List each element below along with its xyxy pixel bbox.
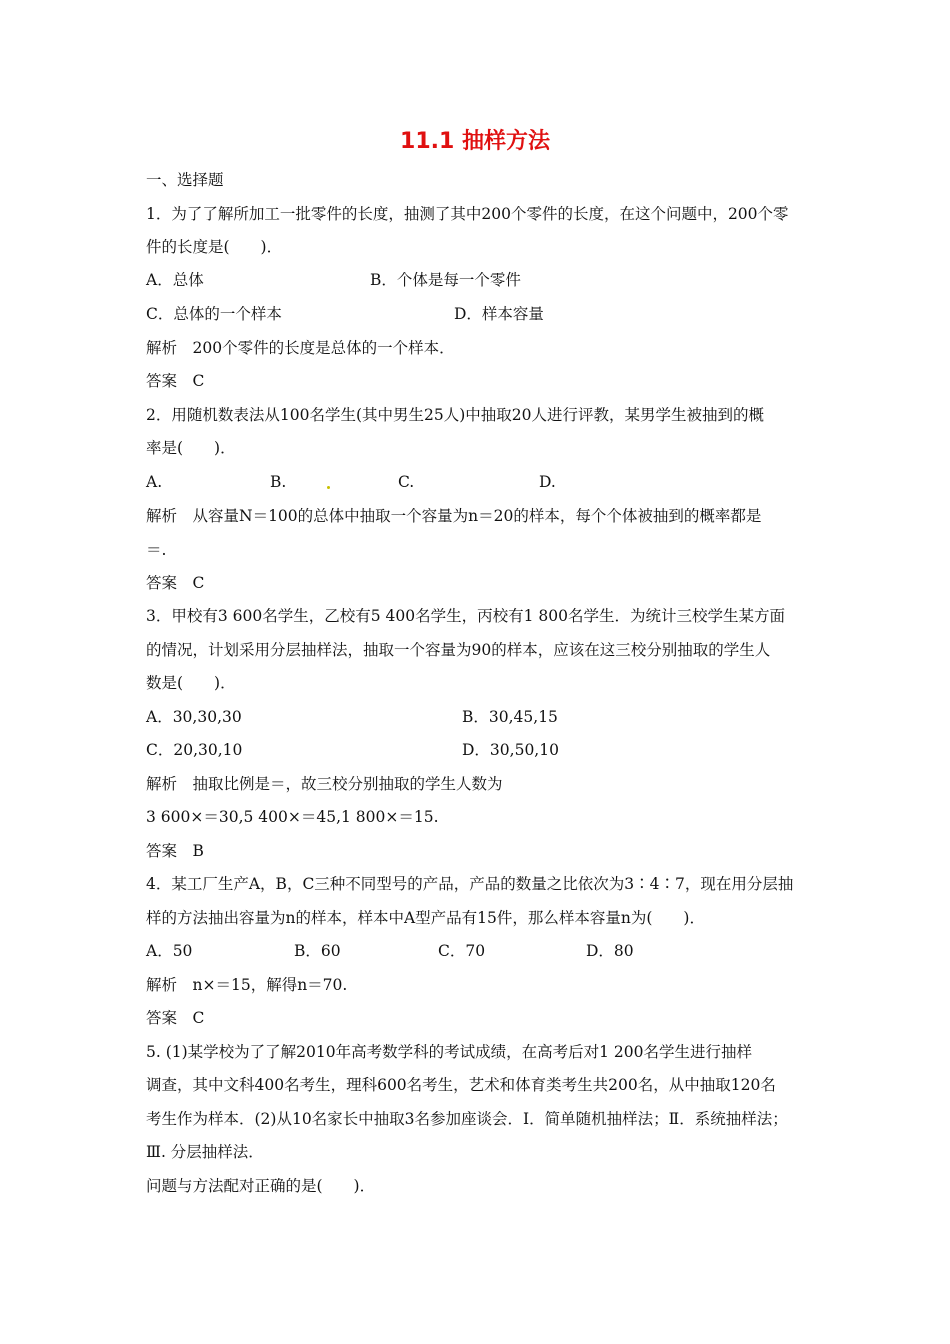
question-2-line-1: 2．用随机数表法从100名学生(其中男生25人)中抽取20人进行评教，某男学生被抽到的概 <box>146 406 764 424</box>
question-1-option-b: B．个体是每一个零件 <box>370 271 521 289</box>
question-1-analysis: 解析 200个零件的长度是总体的一个样本． <box>146 339 455 357</box>
question-5-line-1: 5. (1)某学校为了了解2010年高考数学科的考试成绩，在高考后对1 200名学生进行抽样 <box>146 1043 752 1061</box>
question-3-option-b: B．30,45,15 <box>462 708 558 726</box>
question-3-line-1: 3．甲校有3 600名学生，乙校有5 400名学生，丙校有1 800名学生．为统计三校学生某方面 <box>146 607 785 625</box>
question-3-option-c: C．20,30,10 <box>146 741 243 759</box>
question-1-option-d: D．样本容量 <box>454 305 544 323</box>
question-2-option-b: B. <box>270 473 287 491</box>
question-3-analysis-line-2: 3 600×＝30,5 400×＝45,1 800×＝15. <box>146 808 439 826</box>
question-2-analysis-line-2: ＝. <box>146 541 167 559</box>
question-1-option-c: C．总体的一个样本 <box>146 305 282 323</box>
page-title: 11.1 抽样方法 <box>400 129 550 154</box>
question-2-line-2: 率是( )． <box>146 439 236 457</box>
question-4-option-c: C．70 <box>438 942 486 960</box>
question-3-line-3: 数是( )． <box>146 674 236 692</box>
question-4-line-1: 4．某工厂生产A，B，C三种不同型号的产品，产品的数量之比依次为3∶4∶7，现在用分层抽 <box>146 875 794 893</box>
question-3-line-2: 的情况，计划采用分层抽样法，抽取一个容量为90的样本，应该在这三校分别抽取的学生人 <box>146 641 771 659</box>
question-2-option-d: D. <box>539 473 556 491</box>
question-4-option-b: B．60 <box>294 942 341 960</box>
question-3-analysis-line-1: 解析 抽取比例是＝，故三校分别抽取的学生人数为 <box>146 775 503 793</box>
question-4-line-2: 样的方法抽出容量为n的样本，样本中A型产品有15件，那么样本容量n为( )． <box>146 909 705 927</box>
question-2-option-c: C. <box>398 473 415 491</box>
question-2-answer: 答案 C <box>146 574 205 592</box>
question-4-option-d: D．80 <box>586 942 634 960</box>
question-1-answer: 答案 C <box>146 372 205 390</box>
question-3-option-d: D．30,50,10 <box>462 741 559 759</box>
question-5-line-3: 考生作为样本．(2)从10名家长中抽取3名参加座谈会．Ⅰ．简单随机抽样法；Ⅱ．系统抽样法； <box>146 1110 788 1128</box>
question-2-analysis-line-1: 解析 从容量N＝100的总体中抽取一个容量为n＝20的样本，每个个体被抽到的概率都是 <box>146 507 762 525</box>
question-1-line-1: 1．为了了解所加工一批零件的长度，抽测了其中200个零件的长度，在这个问题中，200个零 <box>146 205 789 223</box>
question-3-answer: 答案 B <box>146 842 204 860</box>
question-5-line-5: 问题与方法配对正确的是( )． <box>146 1177 376 1195</box>
question-1-option-a: A．总体 <box>146 271 204 289</box>
question-5-line-2: 调查，其中文科400名考生，理科600名考生，艺术和体育类考生共200名，从中抽取120名 <box>146 1076 776 1094</box>
question-4-analysis: 解析 n×＝15，解得n＝70. <box>146 976 348 994</box>
section-heading: 一、选择题 <box>146 171 224 189</box>
question-3-option-a: A．30,30,30 <box>146 708 242 726</box>
question-5-line-4: Ⅲ. 分层抽样法． <box>146 1143 264 1161</box>
question-1-line-2: 件的长度是( )． <box>146 238 283 256</box>
question-2-option-a: A. <box>146 473 163 491</box>
question-4-option-a: A．50 <box>146 942 193 960</box>
ink-speck <box>327 486 330 489</box>
question-4-answer: 答案 C <box>146 1009 205 1027</box>
